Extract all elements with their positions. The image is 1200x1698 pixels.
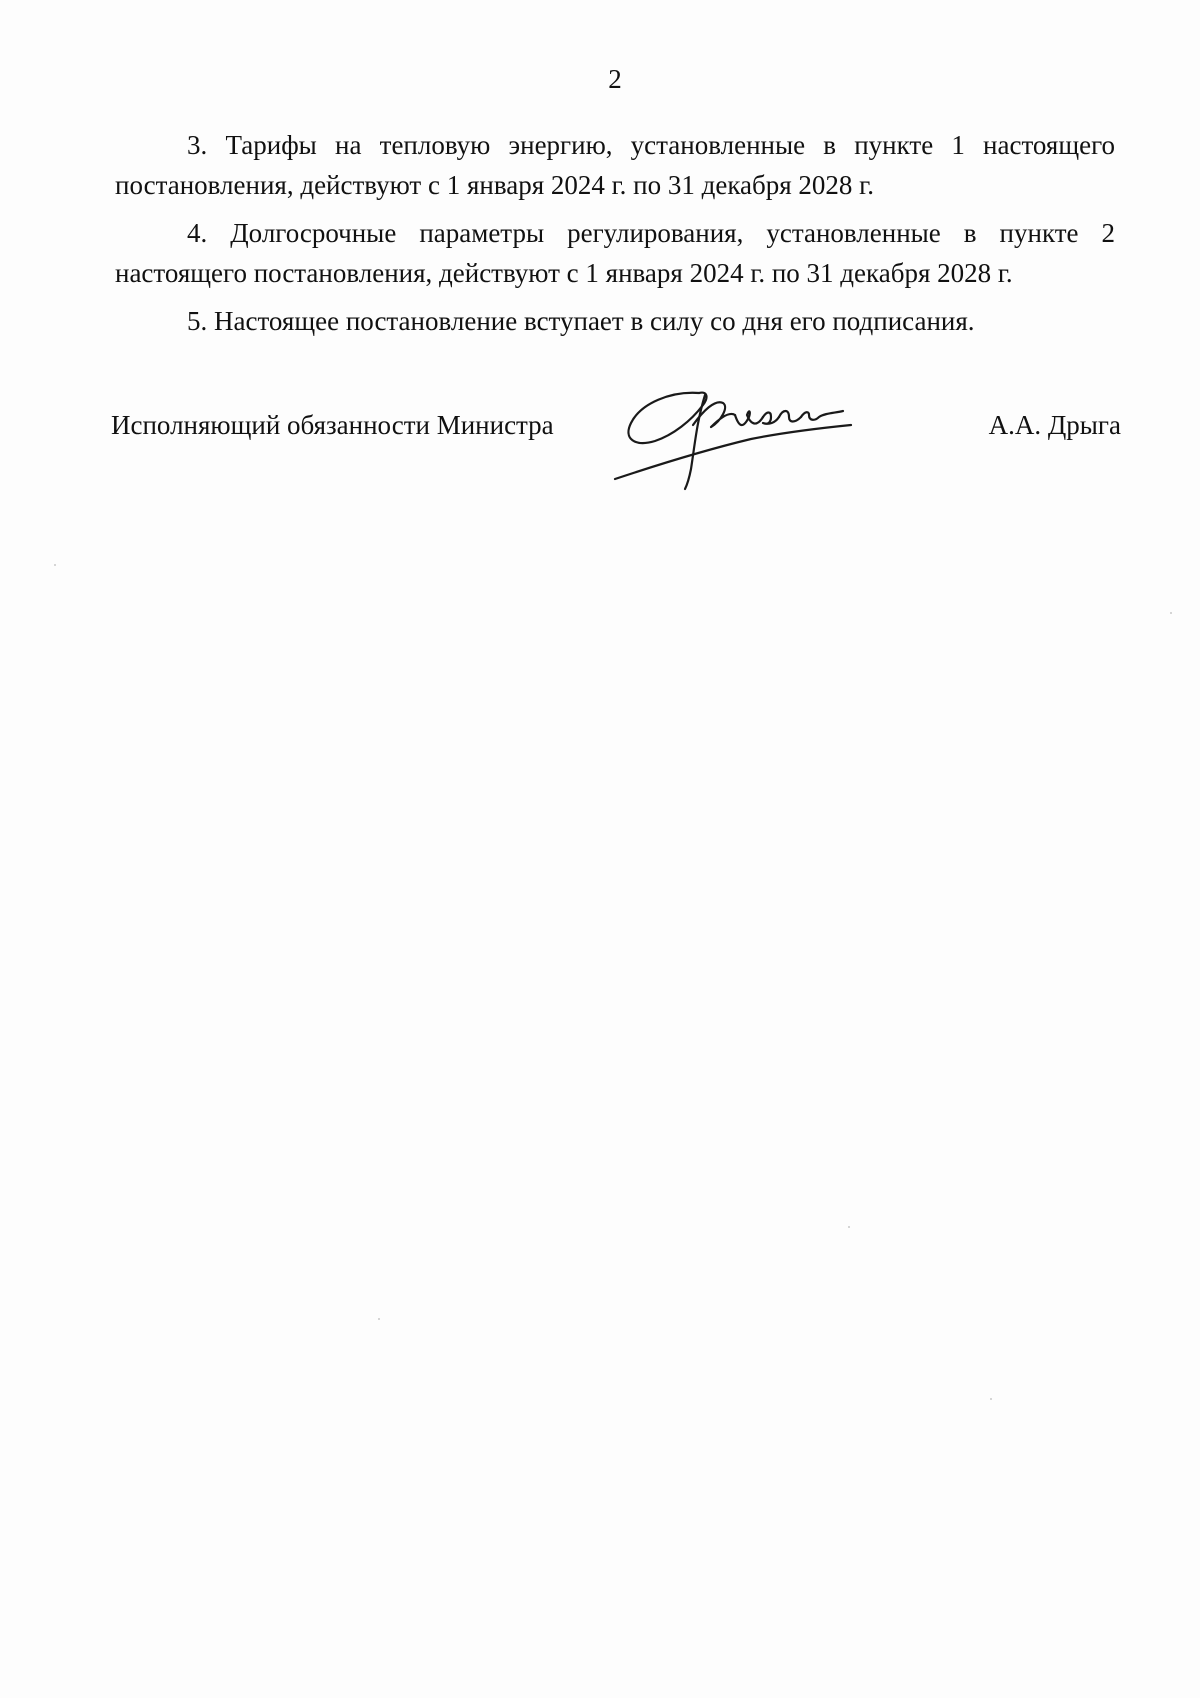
paragraph-4: 4. Долгосрочные параметры регулирования, установленные в пункте 2 настоящего постановления, действуют с 1 января 2024 г. по 31 декабря 2028 г. xyxy=(115,218,1115,288)
document-body xyxy=(115,125,1115,349)
signatory-role: Исполняющий обязанности Министра xyxy=(111,410,554,440)
page-number: 2 xyxy=(608,64,622,94)
scan-speck xyxy=(378,1318,380,1320)
scan-speck xyxy=(848,1226,850,1228)
scan-speck xyxy=(54,564,56,566)
handwritten-signature xyxy=(611,381,881,491)
signatory-name: А.А. Дрыга xyxy=(988,410,1121,440)
scan-speck xyxy=(990,1398,992,1400)
paragraph-3: 3. Тарифы на тепловую энергию, установленные в пункте 1 настоящего постановления, действуют с 1 января 2024 г. по 31 декабря 2028 г. xyxy=(115,130,1115,200)
scan-speck xyxy=(1170,612,1172,614)
paragraph-5: 5. Настоящее постановление вступает в силу со дня его подписания. xyxy=(187,306,975,336)
signature-block xyxy=(111,395,1121,485)
